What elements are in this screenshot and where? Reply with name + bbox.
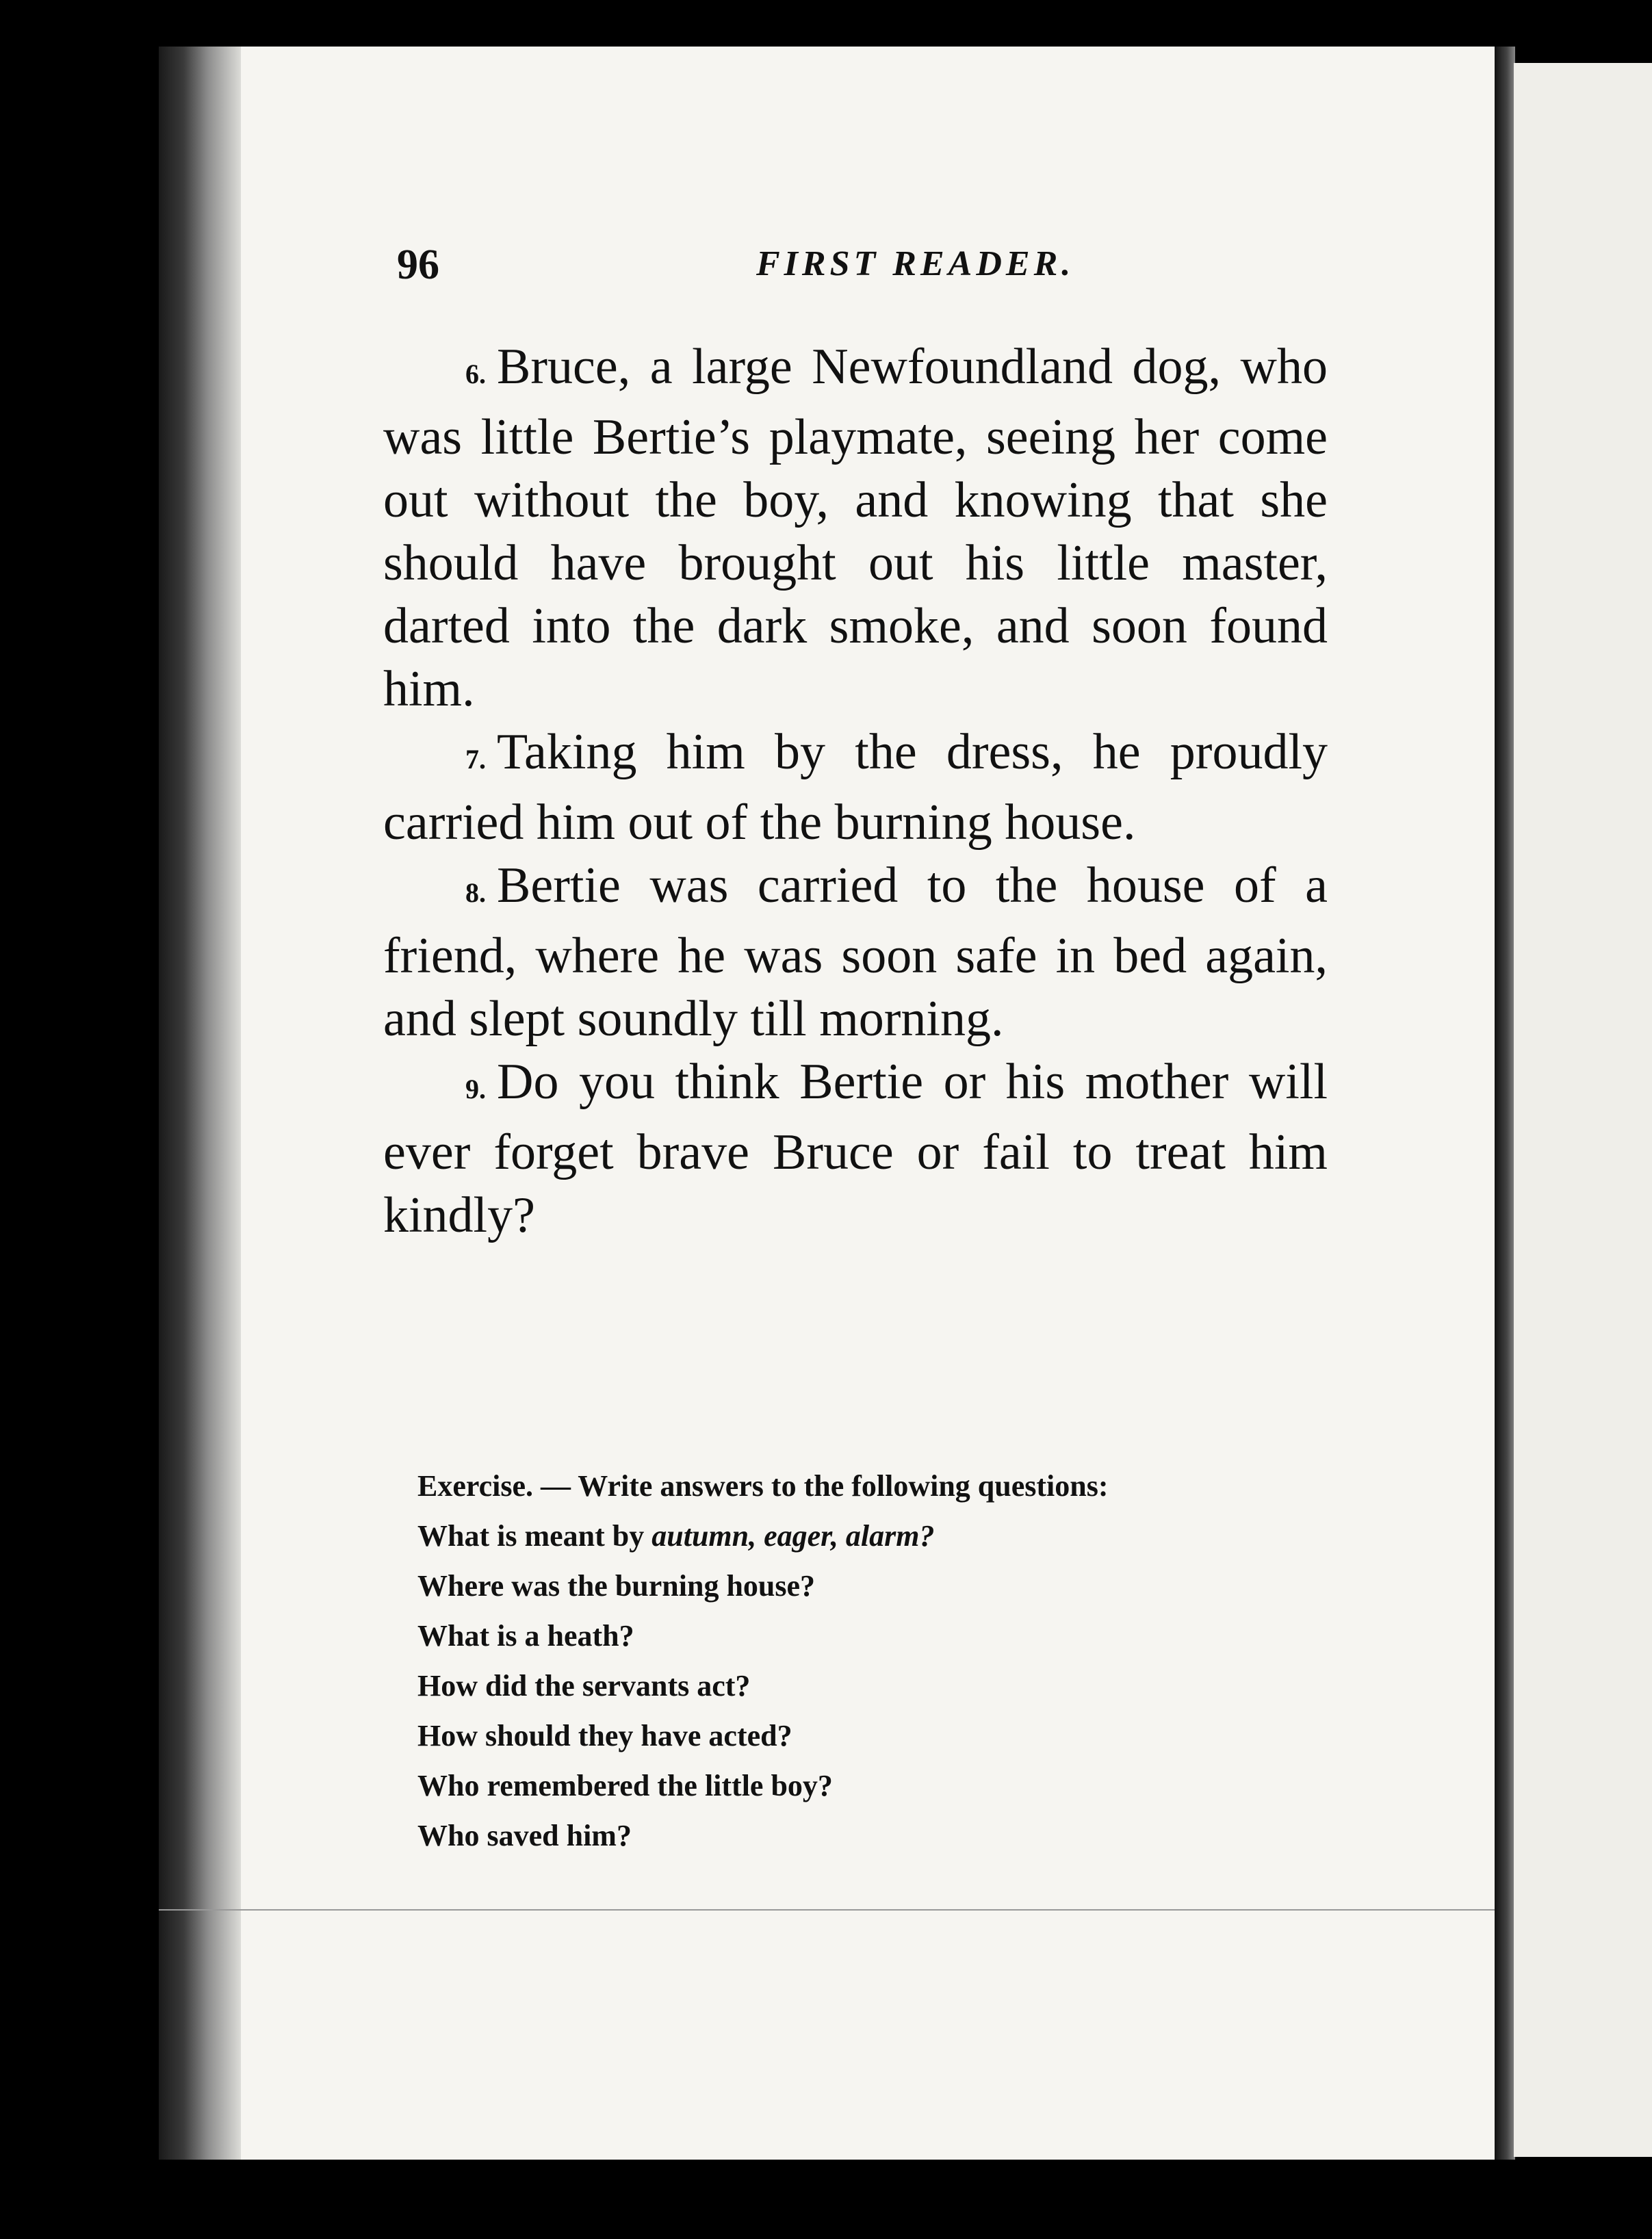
exercise-intro — [417, 1461, 1334, 1511]
body-text — [383, 335, 1328, 1247]
page-crease — [159, 1909, 1495, 1911]
exercise-instruction: — Write answers to the following questions: — [541, 1469, 1109, 1503]
exercise-question: Where was the burning house? — [417, 1569, 816, 1603]
paragraph-6 — [383, 335, 1328, 721]
paragraph-9 — [383, 1050, 1328, 1247]
paragraph-number: 9. — [465, 1074, 486, 1104]
exercise-question: Who remembered the little boy? — [417, 1769, 833, 1802]
question-terms: autumn, eager, alarm? — [651, 1519, 935, 1553]
paragraph-number: 7. — [465, 744, 486, 775]
paragraph-number: 6. — [465, 359, 486, 389]
paragraph-number: 8. — [465, 877, 486, 908]
exercise-question: What is a heath? — [417, 1619, 634, 1653]
paragraph-text: Bruce, a large Newfoundland dog, who was little Bertie’s playmate, seeing her come out without the boy, and knowing that she should have brought out his little master, darted into the dark smoke, and soon found him. — [383, 339, 1328, 717]
exercise-question: How did the servants act? — [417, 1669, 751, 1703]
exercise-question: Who saved him? — [417, 1819, 632, 1852]
exercise-section — [417, 1461, 1334, 1861]
running-title: FIRST READER. — [756, 244, 1075, 283]
page-edge — [1495, 47, 1515, 2160]
paragraph-7 — [383, 721, 1328, 854]
page-binding-shadow — [159, 47, 241, 2160]
paragraph-text: Do you think Bertie or his mother will ever forget brave Bruce or fail to treat him kindly? — [383, 1054, 1328, 1243]
paragraph-text: Taking him by the dress, he proudly carried him out of the burning house. — [383, 724, 1328, 851]
exercise-question — [417, 1511, 1334, 1561]
paragraph-8 — [383, 854, 1328, 1050]
facing-page — [1514, 63, 1652, 2157]
paragraph-text: Bertie was carried to the house of a friend, where he was soon safe in bed again, and slept soundly till morning. — [383, 857, 1328, 1047]
exercise-question: How should they have acted? — [417, 1719, 792, 1752]
page-number: 96 — [397, 242, 439, 288]
exercise-label: Exercise. — [417, 1469, 534, 1503]
page-header — [240, 226, 1170, 287]
question-text: What is meant by — [417, 1519, 652, 1553]
